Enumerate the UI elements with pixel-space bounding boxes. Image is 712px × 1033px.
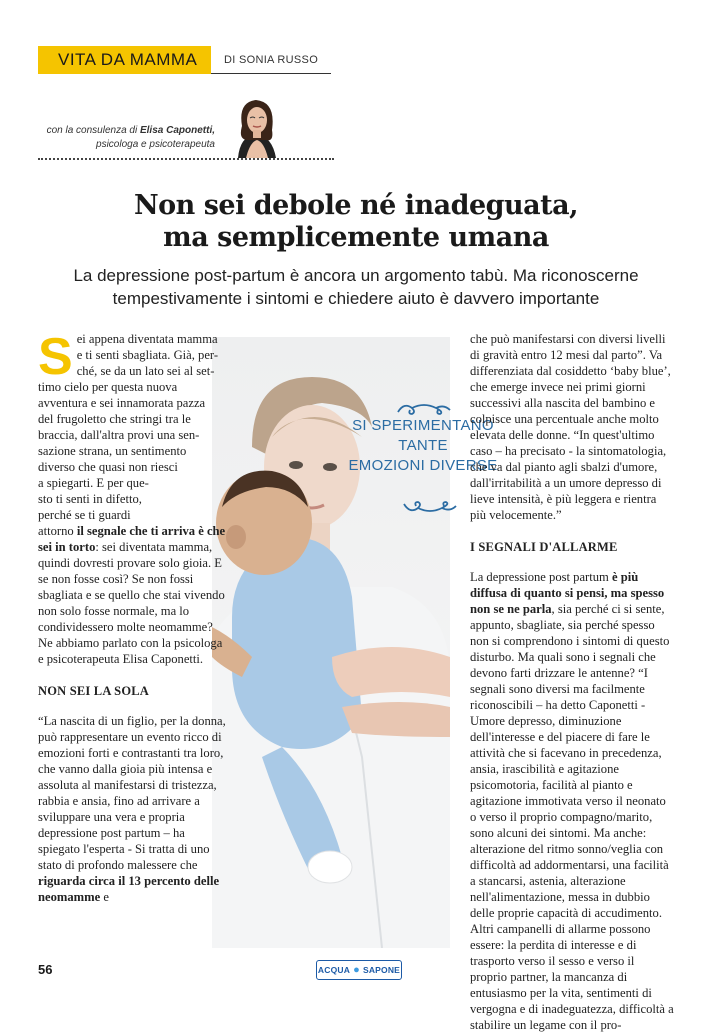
swirl-ornament-bottom — [400, 498, 460, 516]
article-subtitle — [40, 264, 672, 310]
logo-text-right: SAPONE — [362, 965, 401, 975]
body-text: “La nascita di un figlio, per la donna, può rappresentare un evento ricco di emozioni forti e contrastanti tra loro, che vanno dalla gioia più intensa e assoluta al manifestarsi di tristezza, rabbia e ansia, fino ad arrivare a sviluppare una vera e propria depressione post partum – ha spiegato l'esperta - Si tratta di uno stato di profondo malessere che — [38, 714, 226, 872]
body-text-end: e — [100, 890, 109, 904]
intro-line: sazione strana, un sentimento — [38, 444, 187, 458]
intro-highlight: il segnale che ti arriva è che sei in torto — [38, 524, 226, 554]
intro-line: e ti senti sbagliata. Già, per- — [76, 348, 219, 362]
subtitle-line-2: tempestivamente i sintomi e chiedere aiuto è davvero importante — [112, 289, 600, 308]
consultant-prefix: con la consulenza di — [46, 125, 140, 136]
page-number: 56 — [38, 962, 53, 977]
section-title-non-sei-la-sola: NON SEI LA SOLA — [38, 684, 150, 698]
body-paragraph — [38, 713, 228, 905]
intro-line: ei appena diventata mamma — [76, 332, 218, 346]
title-line-1: Non sei debole né inadeguata, — [133, 190, 579, 221]
body-text-rest: , sia perché ci si sente, appunto, sbagliate, sia perché spesso non si comprendono i sintomi di questo disturbo. Ma quali sono i segnali che devono farti drizzare le antenne? “I segnali sono diversi ma facilmente riconoscibili – ha detto Caponetti - Umore depresso, diminuzione dell'interesse e del piacere di fare le attività che si facevano in precedenza, ansia, irascibilità e agitazione psicomotoria, facilità al pianto e agitazione immotivata verso il neonato o verso il proprio compagno/marito, sono alcuni dei sintomi. Ma anche: alterazione del ritmo sonno/veglia con difficoltà ad addormentarsi, una facilità a stancarsi, astenia, alterazione nell'alimentazione, messa in dubbio delle proprie capacità di accudimento. Altri campanelli di allarme possono essere: la perdita di interesse e di trasporto verso il sesso e verso il proprio partner, la mancanza di entusiasmo per la vita, sentimenti di vergogna e di inadeguatezza, difficoltà a stabilire un legame con il pro- — [470, 602, 674, 1032]
consultant-role: psicologa e psicoterapeuta — [96, 139, 215, 150]
author-byline: DI SONIA RUSSO — [224, 54, 319, 66]
intro-line: diverso che quasi non riesci — [38, 460, 178, 474]
pull-quote-line-2: EMOZIONI DIVERSE — [348, 457, 498, 474]
intro-line: del frugoletto che stringi tra le — [38, 412, 191, 426]
water-drop-icon: ● — [353, 964, 360, 976]
consultant-credit — [0, 124, 215, 152]
body-highlight: è più diffusa di quanto si pensi, ma spesso non se ne parla — [470, 570, 665, 616]
title-line-2: ma semplicemente umana — [163, 222, 549, 253]
body-text: La depressione post partum — [470, 570, 612, 584]
intro-paragraph — [38, 328, 228, 667]
section-rubric — [38, 46, 211, 74]
right-column — [470, 331, 674, 1033]
left-column — [38, 328, 228, 905]
intro-line: timo cielo per questa nuova — [38, 380, 178, 394]
body-paragraph: che può manifestarsi con diversi livelli di gravità entro 12 mesi dal parto”. Va differenziata dal cosiddetto ‘baby blue’, che emerge invece nei primi giorni successivi alla nascita del bambino e colpisce una percentuale anche molto elevata delle donne. “In quest'ultimo caso – ha precisato - la sintomatologia, che va dal pianto agli sbalzi d'umore, dall'irritabilità a un umore depresso di lieve intensità, è più leggera e rientra più velocemente.” — [470, 332, 671, 522]
rubric-label: VITA DA MAMMA — [58, 50, 198, 69]
logo-text-left: ACQUA — [317, 965, 351, 975]
rubric-underline — [211, 73, 331, 74]
drop-cap: S — [38, 328, 73, 386]
consultant-name: Elisa Caponetti, — [139, 125, 215, 136]
intro-line: sto ti senti in difetto, — [38, 492, 142, 506]
consultant-portrait — [220, 96, 292, 158]
intro-line: perché se ti guardi — [38, 508, 131, 522]
body-paragraph — [470, 569, 674, 1033]
acqua-sapone-logo — [316, 960, 402, 980]
dotted-divider — [38, 158, 334, 160]
subtitle-line-1: La depressione post-partum è ancora un argomento tabù. Ma riconoscerne — [73, 266, 639, 285]
intro-line: avventura e sei innamorata pazza — [38, 396, 206, 410]
intro-continuation: : sei diventata mamma, quindi dovresti provare solo gioia. E se non fosse così? Se non fossi sbagliata e se quello che stai vivendo non solo fosse normale, ma lo condividessero molte neomamme? Ne abbiamo parlato con la psicologa e psicoterapeuta Elisa Caponetti. — [38, 540, 225, 666]
intro-line: attorno — [38, 524, 74, 538]
article-title — [0, 190, 712, 254]
section-title-segnali-allarme: I SEGNALI D'ALLARME — [470, 540, 618, 554]
intro-line: ché, se da un lato sei al set- — [76, 364, 215, 378]
intro-line: braccia, dall'altra provi una sen- — [38, 428, 200, 442]
intro-line: a spiegarti. E per que- — [38, 476, 149, 490]
pull-quote-line-1: SI SPERIMENTANO TANTE — [352, 417, 494, 454]
body-highlight: riguarda circa il 13 percento delle neomamme — [38, 874, 220, 904]
